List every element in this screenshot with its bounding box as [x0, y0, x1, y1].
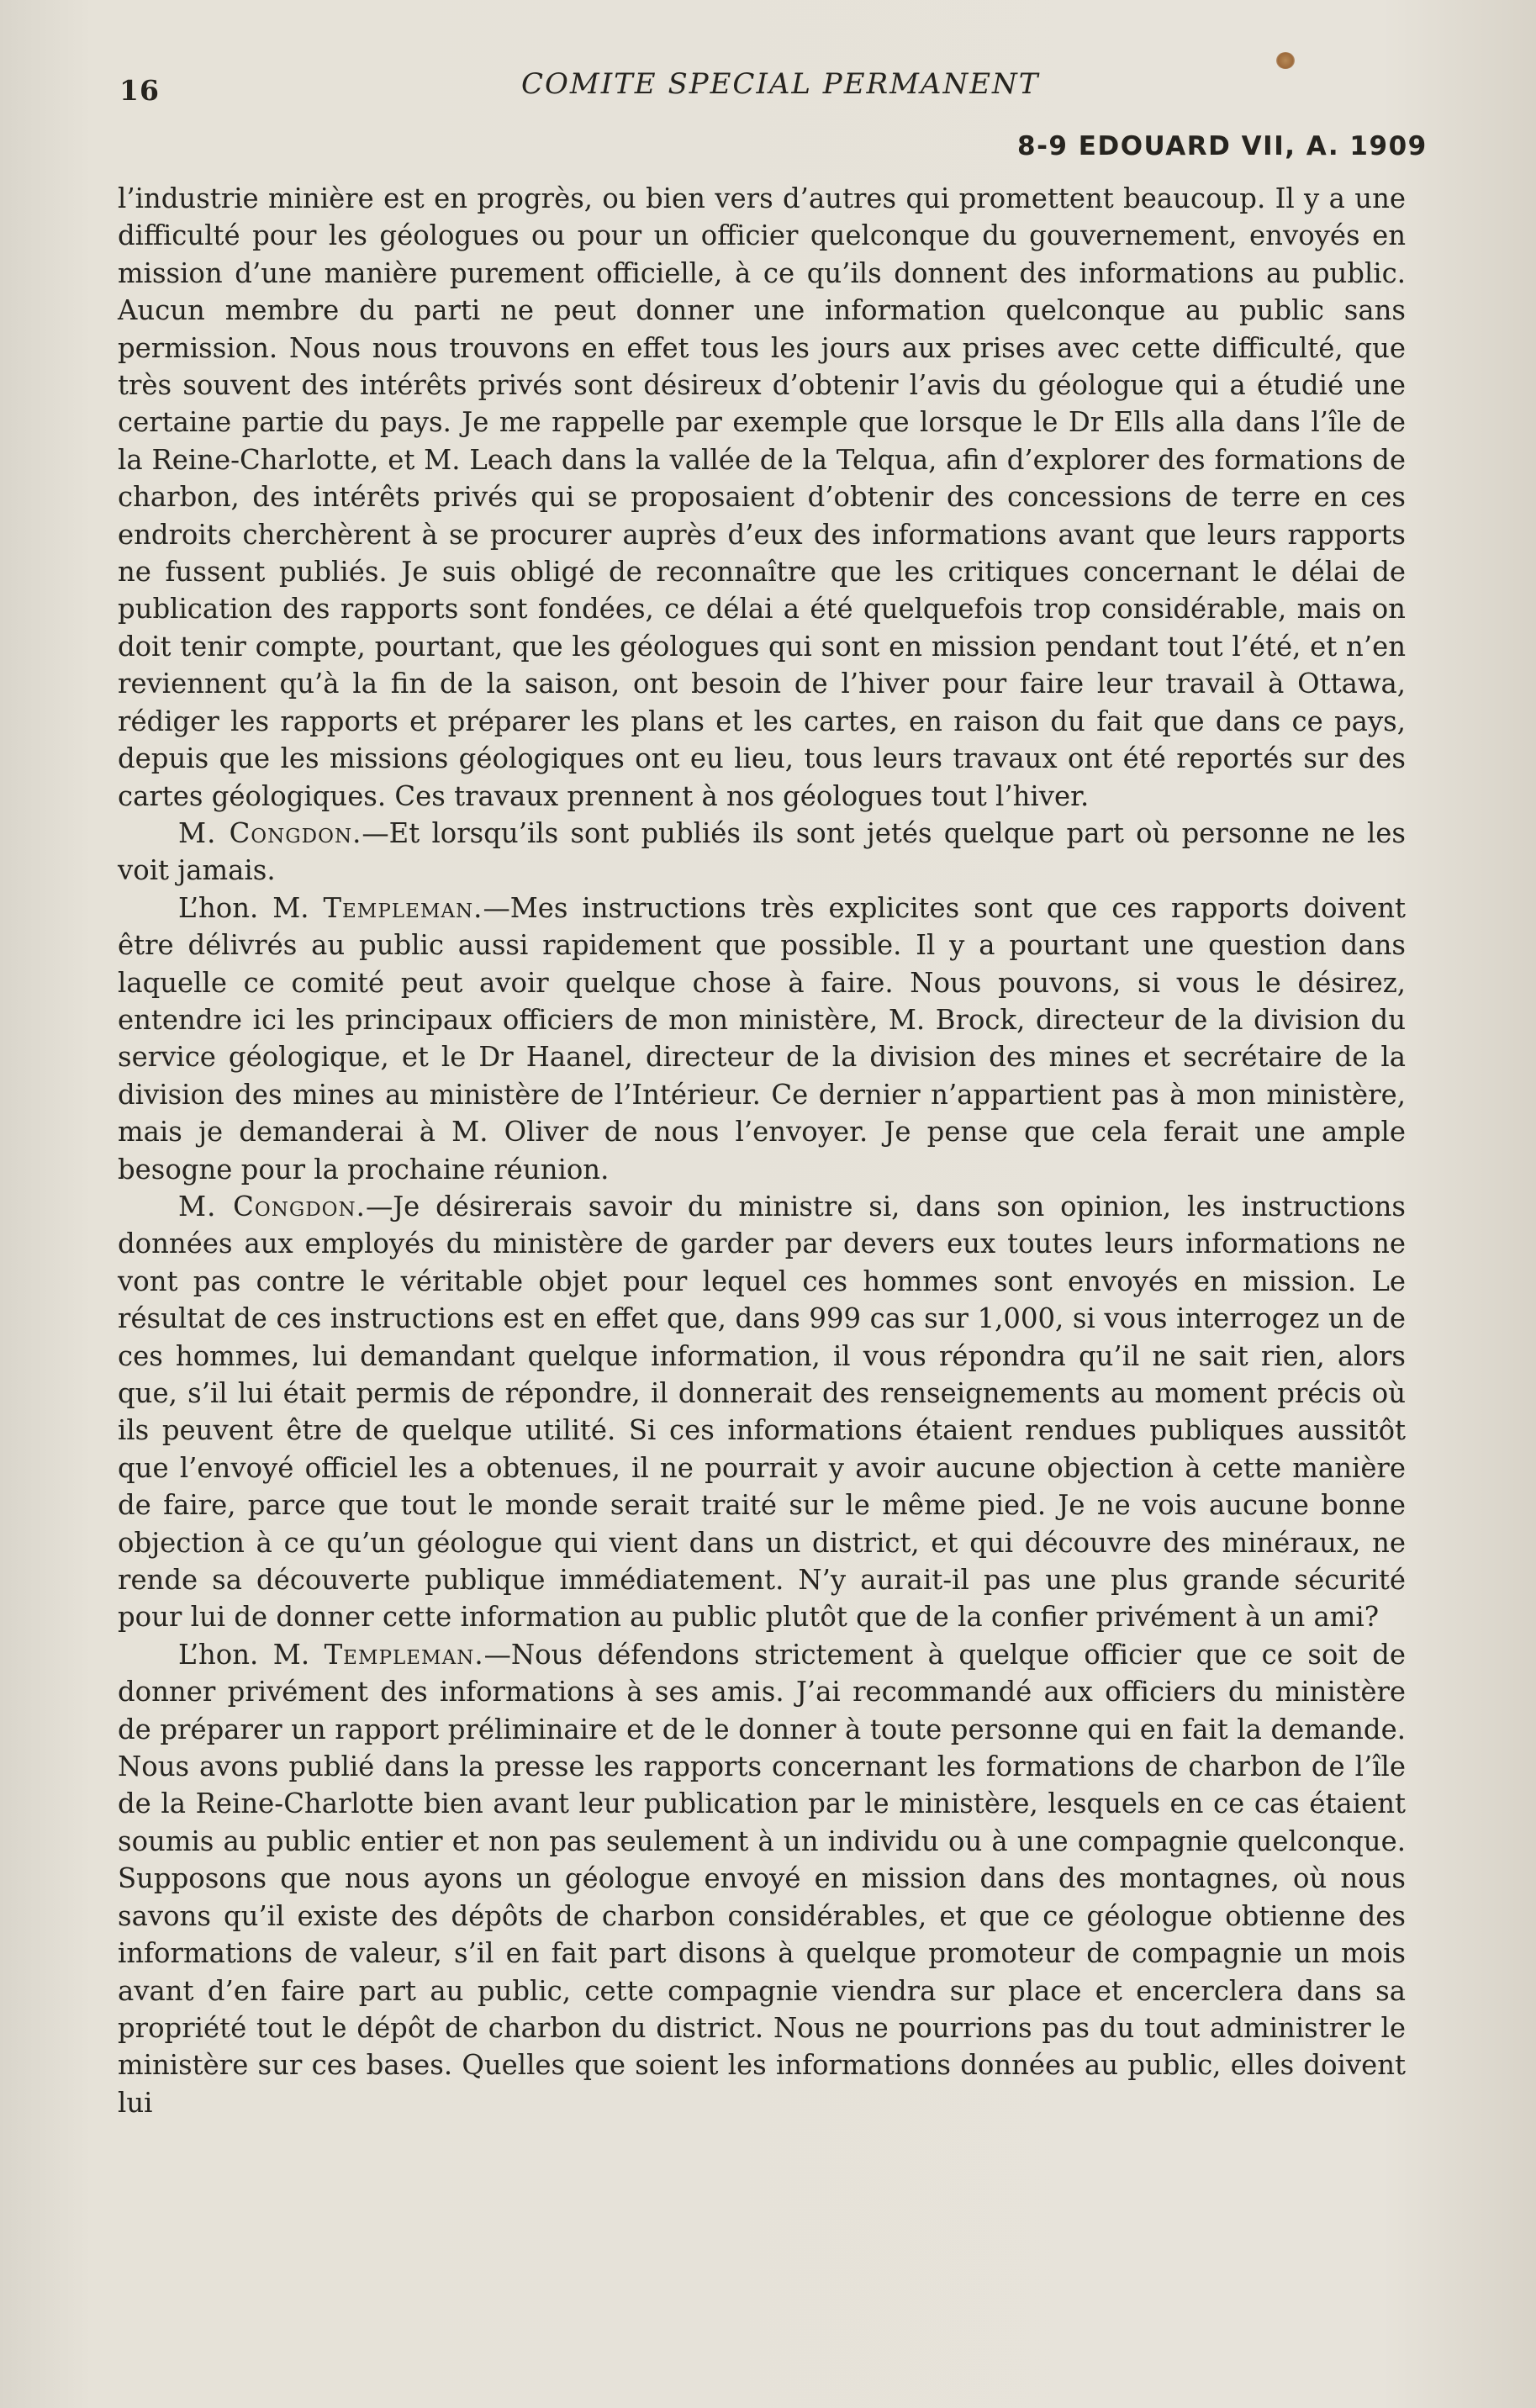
paragraph-3	[118, 890, 1406, 1188]
paragraph-4	[118, 1188, 1406, 1636]
paragraph-5	[118, 1636, 1406, 2121]
ink-blot	[1276, 52, 1295, 69]
speaker-name: Templeman.	[324, 1638, 484, 1671]
running-title: COMITE SPECIAL PERMANENT	[521, 67, 1040, 101]
paragraph-text: —Et lorsqu’ils sont publiés ils sont jetés quelque part où personne ne les voit jamais.	[118, 816, 1406, 887]
volume-tag: 8-9 EDOUARD VII, A. 1909	[1017, 131, 1428, 161]
body-text	[118, 180, 1406, 2121]
paragraph-2	[118, 815, 1406, 890]
paragraph-text: —Je désirerais savoir du ministre si, dans son opinion, les instructions données aux employés du ministère de garder par devers eux toutes leurs informations ne vont pas contre le véritable objet pour lequel ces hommes sont envoyés en mission. Le résultat de ces instructions est en effet que, dans 999 cas sur 1,000, si vous interrogez un de ces hommes, lui demandant quelque information, il vous répondra qu’il ne sait rien, alors que, s’il lui était permis de répondre, il donnerait des renseignements au moment précis où ils peuvent être de quelque utilité. Si ces informations étaient rendues publiques aussitôt que l’envoyé officiel les a obtenues, il ne pourrait y avoir aucune objection à cette manière de faire, parce que tout le monde serait traité sur le même pied. Je ne vois aucune bonne objection à ce qu’un géologue qui vient dans un district, et qui découvre des minéraux, ne rende sa découverte publique immédiatement. N’y aurait-il pas une plus grande sécurité pour lui de donner cette information au public plutôt que de la confier privément à un ami?	[118, 1190, 1406, 1634]
page-number: 16	[119, 74, 160, 107]
paragraph-1	[118, 180, 1406, 815]
paragraph-text: l’industrie minière est en progrès, ou bien vers d’autres qui promettent beaucoup. Il y a une difficulté pour les géologues ou pour un officier quelconque du gouvernement, envoyés en mission d’une manière purement officielle, à ce qu’ils donnent des informations au public. Aucun membre du parti ne peut donner une information quelconque au public sans permission. Nous nous trouvons en effet tous les jours aux prises avec cette difficulté, que très souvent des intérêts privés sont désireux d’obtenir l’avis du géologue qui a étudié une certaine partie du pays. Je me rappelle par exemple que lorsque le Dr Ells alla dans l’île de la Reine-Charlotte, et M. Leach dans la vallée de la Telqua, afin d’explorer des formations de charbon, des intérêts privés qui se proposaient d’obtenir des concessions de terre en ces endroits cherchèrent à se procurer auprès d’eux des informations avant que leurs rapports ne fussent publiés. Je suis obligé de reconnaître que les critiques concernant le délai de publication des rapports sont fondées, ce délai a été quelquefois trop considérable, mais on doit tenir compte, pourtant, que les géologues qui sont en mission pendant tout l’été, et n’en reviennent qu’à la fin de la saison, ont besoin de l’hiver pour faire leur travail à Ottawa, rédiger les rapports et préparer les plans et les cartes, en raison du fait que dans ce pays, depuis que les missions géologiques ont eu lieu, tous leurs travaux ont été reportés sur des cartes géologiques. Ces travaux prennent à nos géologues tout l’hiver.	[118, 182, 1406, 812]
speaker-name: M. Congdon.	[178, 1190, 366, 1222]
speaker-name: Templeman.	[323, 891, 483, 924]
paragraph-text: —Mes instructions très explicites sont que ces rapports doivent être délivrés au public aussi rapidement que possible. Il y a pourtant une question dans laquelle ce comité peut avoir quelque chose à faire. Nous pouvons, si vous le désirez, entendre ici les principaux officiers de mon ministère, M. Brock, directeur de la division du service géologique, et le Dr Haanel, directeur de la division des mines et secrétaire de la division des mines au ministère de l’Intérieur. Ce dernier n’appartient pas à mon ministère, mais je demanderai à M. Oliver de nous l’envoyer. Je pense que cela ferait une ample besogne pour la prochaine réunion.	[118, 891, 1406, 1186]
speaker-prefix: L’hon. M.	[178, 891, 324, 924]
paragraph-text: —Nous défendons strictement à quelque officier que ce soit de donner privément des informations à ses amis. J’ai recommandé aux officiers du ministère de préparer un rapport préliminaire et de le donner à toute personne qui en fait la demande. Nous avons publié dans la presse les rapports concernant les formations de charbon de l’île de la Reine-Charlotte bien avant leur publication par le ministère, lesquels en ce cas étaient soumis au public entier et non pas seulement à un individu ou à une compagnie quelconque. Supposons que nous ayons un géologue envoyé en mission dans des montagnes, où nous savons qu’il existe des dépôts de charbon considérables, et que ce géologue obtienne des informations de valeur, s’il en fait part disons à quelque promoteur de compagnie un mois avant d’en faire part au public, cette compagnie viendra sur place et encerclera dans sa propriété tout le dépôt de charbon du district. Nous ne pourrions pas du tout administrer le ministère sur ces bases. Quelles que soient les informations données au public, elles doivent lui	[118, 1638, 1406, 2119]
speaker-name: M. Congdon.	[178, 816, 362, 849]
speaker-prefix: L’hon. M.	[178, 1638, 325, 1671]
